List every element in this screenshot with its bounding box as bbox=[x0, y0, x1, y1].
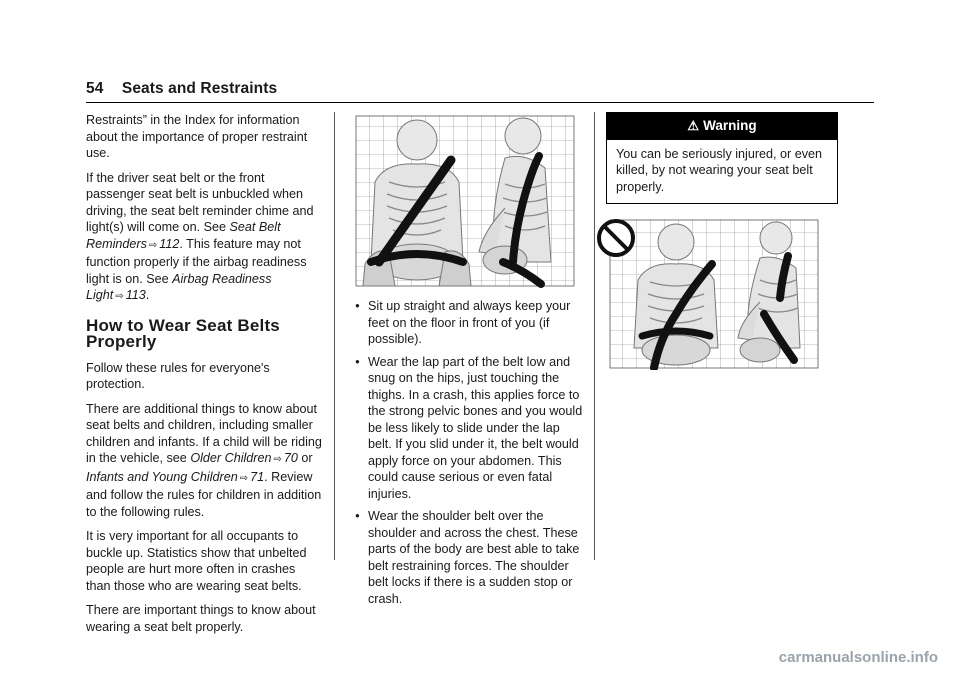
page-ref-icon: ⇨ bbox=[239, 472, 249, 484]
text: . bbox=[145, 288, 150, 302]
rules-list bbox=[355, 298, 585, 607]
page-header bbox=[86, 80, 277, 98]
link-seat-belt-reminders[interactable]: Seat Belt Reminders bbox=[86, 220, 281, 251]
list-item: ● Wear the lap part of the belt low and snug on the hips, just touching the thighs. In a crash, this applies force to the strong pelvic bones and you would be less likely to slide under the lap belt. If you slid under it, the belt would apply force on your abdomen. This could cause serious or even fatal injuries. bbox=[355, 354, 585, 503]
link-infants-young-children[interactable]: Infants and Young Children bbox=[86, 469, 238, 484]
link-page-70[interactable]: 70 bbox=[283, 451, 298, 465]
paragraph-seat-belt-reminder bbox=[86, 170, 322, 306]
seat-belt-correct-illustration bbox=[355, 112, 577, 288]
column-middle bbox=[355, 112, 585, 613]
text: If the driver seat belt or the front passenger seat belt is unbuckled when driving, the seat belt reminder chime and light(s) will come on. See bbox=[86, 170, 314, 234]
header-rule bbox=[86, 102, 874, 103]
paragraph-children bbox=[86, 401, 322, 521]
text: . Review and follow the rules for children in addition to the following rules. bbox=[86, 469, 322, 519]
column-left bbox=[86, 112, 322, 643]
link-airbag-readiness-light[interactable]: Airbag Readiness Light bbox=[86, 271, 272, 302]
page-ref-icon: ⇨ bbox=[115, 291, 124, 302]
warning-box bbox=[606, 112, 838, 204]
page-ref-icon: ⇨ bbox=[148, 239, 158, 251]
link-page-112[interactable]: 112 bbox=[159, 236, 180, 251]
page-number: 54 bbox=[86, 80, 104, 97]
section-title: Seats and Restraints bbox=[121, 80, 278, 97]
section-heading: How to Wear Seat Belts Properly bbox=[86, 315, 280, 351]
list-item: ● Wear the shoulder belt over the shoulder and across the chest. These parts of the body are best able to take belt restraining forces. The shoulder belt locks if there is a sudden stop or crash. bbox=[355, 508, 585, 607]
paragraph-restraints: Restraints” in the Index for information about the importance of proper restraint use. bbox=[86, 113, 308, 160]
link-page-71[interactable]: 71 bbox=[250, 469, 265, 484]
paragraph-important: There are important things to know about wearing a seat belt properly. bbox=[86, 603, 316, 634]
warning-text: You can be seriously injured, or even killed, by not wearing your seat belt properly. bbox=[616, 146, 823, 194]
list-item: ● Sit up straight and always keep your feet on the floor in front of you (if possible). bbox=[355, 298, 585, 348]
link-older-children[interactable]: Older Children bbox=[190, 451, 272, 465]
column-divider bbox=[334, 112, 335, 560]
page-ref-icon: ⇨ bbox=[273, 454, 282, 465]
text: . This feature may not function properly if the airbag readiness light is on. See bbox=[86, 236, 307, 286]
paragraph-statistics: It is very important for all occupants to buckle up. Statistics show that unbelted people are hurt more often in crashes than those who are wearing seat belts. bbox=[86, 529, 307, 593]
warning-triangle-icon: ⚠ bbox=[687, 118, 700, 133]
column-right bbox=[606, 112, 838, 370]
text: There are additional things to know about seat belts and children, including smaller children and infants. If a child will be riding in the vehicle, see bbox=[86, 401, 322, 465]
paragraph-protection: Follow these rules for everyone's protection. bbox=[86, 360, 270, 391]
text: or bbox=[297, 451, 313, 465]
link-page-113[interactable]: 113 bbox=[125, 288, 146, 302]
seat-belt-incorrect-illustration bbox=[594, 218, 820, 370]
watermark: carmanualsonline.info bbox=[778, 649, 938, 666]
warning-title: Warning bbox=[703, 118, 757, 133]
warning-header bbox=[607, 113, 837, 140]
